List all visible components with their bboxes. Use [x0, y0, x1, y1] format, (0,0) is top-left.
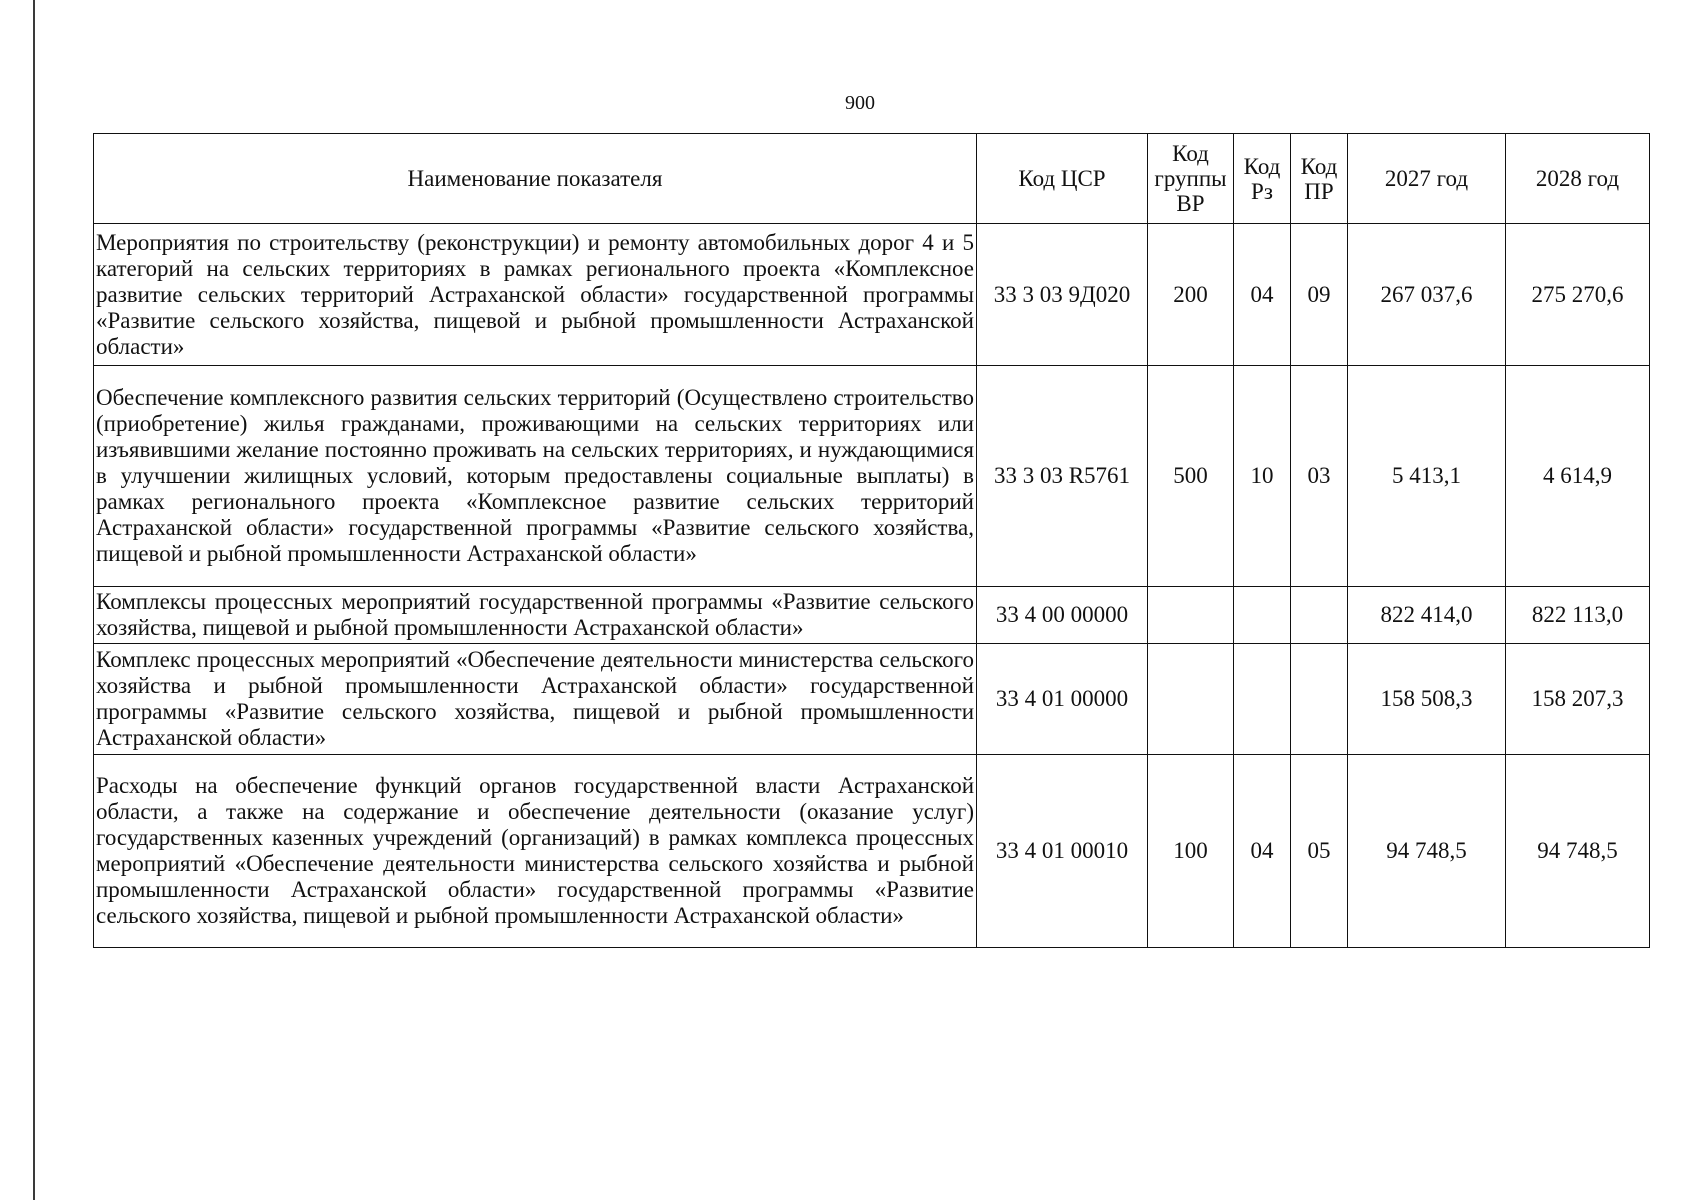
row-2027: 94 748,5	[1348, 755, 1506, 948]
row-rz: 10	[1234, 366, 1291, 587]
row-csr: 33 4 00 00000	[977, 587, 1148, 644]
row-csr: 33 3 03 R5761	[977, 366, 1148, 587]
table-row	[94, 224, 1650, 366]
row-name: Комплекс процессных мероприятий «Обеспечение деятельности министерства сельского хозяйства и рыбной промышленности Астраханской области» государственной программы «Развитие сельского хозяйства, пищевой и рыбной промышленности Астраханской области»	[94, 644, 977, 755]
row-vr	[1148, 587, 1234, 644]
row-name: Комплексы процессных мероприятий государственной программы «Развитие сельского хозяйства, пищевой и рыбной промышленности Астраханской области»	[94, 587, 977, 644]
row-name: Мероприятия по строительству (реконструкции) и ремонту автомобильных дорог 4 и 5 категорий на сельских территориях в рамках регионального проекта «Комплексное развитие сельских территорий Астраханской области» государственной программы «Развитие сельского хозяйства, пищевой и рыбной промышленности Астраханской области»	[94, 224, 977, 366]
row-2027: 158 508,3	[1348, 644, 1506, 755]
row-2027: 822 414,0	[1348, 587, 1506, 644]
row-pr	[1291, 644, 1348, 755]
header-pr: Код ПР	[1291, 134, 1348, 224]
budget-table	[93, 133, 1650, 948]
row-vr: 100	[1148, 755, 1234, 948]
row-name: Обеспечение комплексного развития сельских территорий (Осуществлено строительство (приобретение) жилья гражданами, проживающими на сельских территориях или изъявившими желание постоянно проживать на сельских территориях, и нуждающимися в улучшении жилищных условий, которым предоставлены социальные выплаты) в рамках регионального проекта «Комплексное развитие сельских территорий Астраханской области» государственной программы «Развитие сельского хозяйства, пищевой и рыбной промышленности Астраханской области»	[94, 366, 977, 587]
row-vr: 500	[1148, 366, 1234, 587]
row-csr: 33 3 03 9Д020	[977, 224, 1148, 366]
page-number: 900	[845, 92, 875, 114]
header-vr: Код группы ВР	[1148, 134, 1234, 224]
row-pr	[1291, 587, 1348, 644]
row-pr: 03	[1291, 366, 1348, 587]
row-csr: 33 4 01 00010	[977, 755, 1148, 948]
table-header-row	[94, 134, 1650, 224]
header-2027: 2027 год	[1348, 134, 1506, 224]
row-vr	[1148, 644, 1234, 755]
page-binding-line	[33, 0, 35, 1200]
table-row	[94, 587, 1650, 644]
row-csr: 33 4 01 00000	[977, 644, 1148, 755]
row-2027: 267 037,6	[1348, 224, 1506, 366]
table-row	[94, 755, 1650, 948]
header-rz: Код Рз	[1234, 134, 1291, 224]
row-pr: 09	[1291, 224, 1348, 366]
row-2027: 5 413,1	[1348, 366, 1506, 587]
row-rz	[1234, 587, 1291, 644]
table-row	[94, 644, 1650, 755]
row-rz: 04	[1234, 224, 1291, 366]
row-2028: 822 113,0	[1506, 587, 1650, 644]
row-2028: 94 748,5	[1506, 755, 1650, 948]
row-vr: 200	[1148, 224, 1234, 366]
header-2028: 2028 год	[1506, 134, 1650, 224]
table-row	[94, 366, 1650, 587]
row-rz	[1234, 644, 1291, 755]
header-name: Наименование показателя	[94, 134, 977, 224]
header-csr: Код ЦСР	[977, 134, 1148, 224]
row-2028: 275 270,6	[1506, 224, 1650, 366]
row-2028: 158 207,3	[1506, 644, 1650, 755]
row-rz: 04	[1234, 755, 1291, 948]
row-pr: 05	[1291, 755, 1348, 948]
row-2028: 4 614,9	[1506, 366, 1650, 587]
row-name: Расходы на обеспечение функций органов государственной власти Астраханской области, а также на содержание и обеспечение деятельности (оказание услуг) государственных казенных учреждений (организаций) в рамках комплекса процессных мероприятий «Обеспечение деятельности министерства сельского хозяйства и рыбной промышленности Астраханской области» государственной программы «Развитие сельского хозяйства, пищевой и рыбной промышленности Астраханской области»	[94, 755, 977, 948]
